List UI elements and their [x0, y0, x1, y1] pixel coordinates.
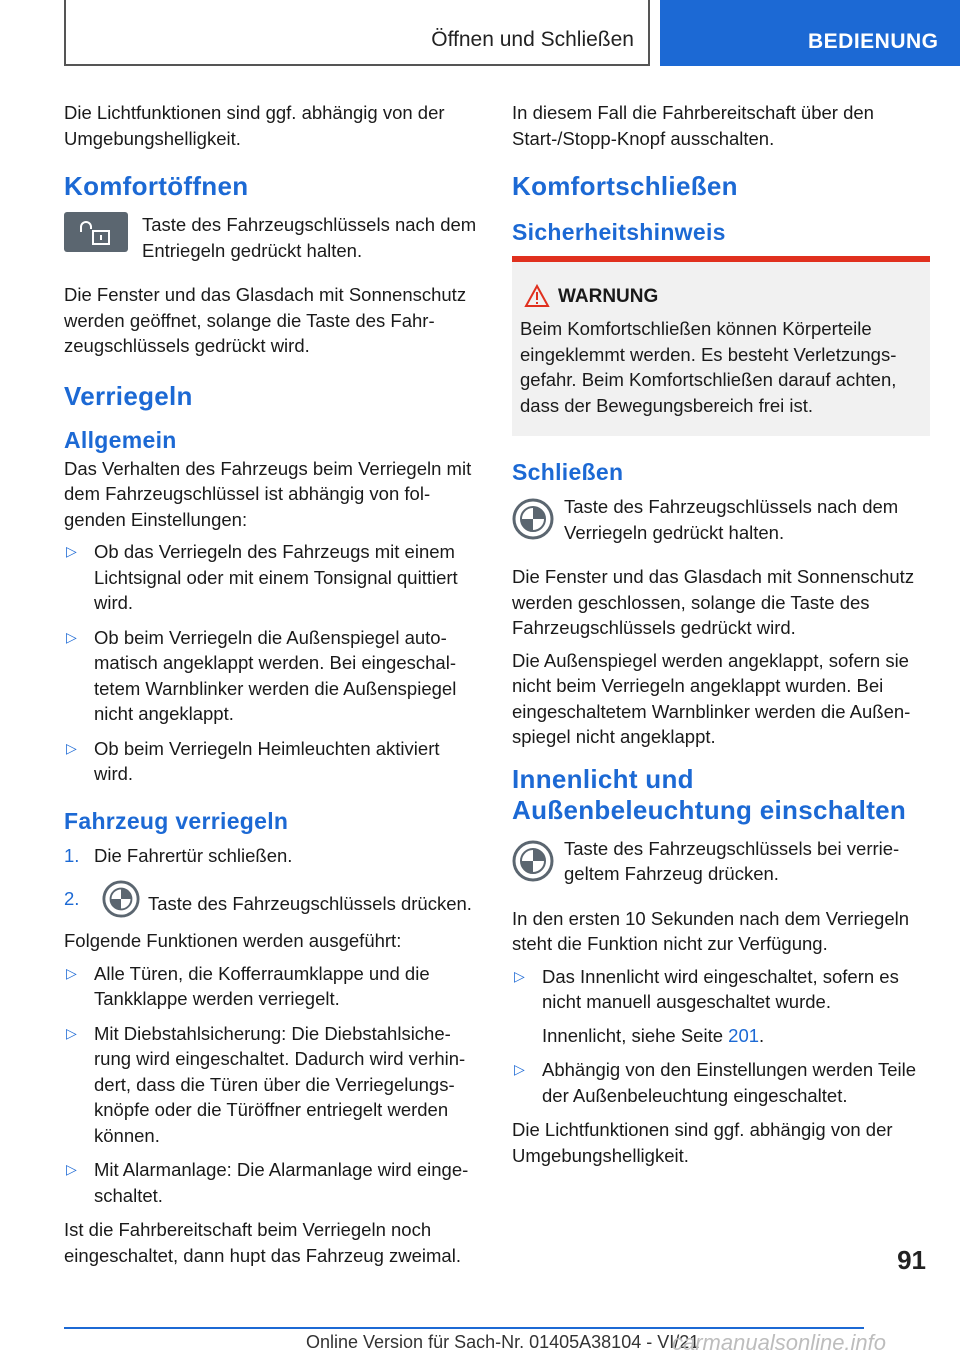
heading-fahrzeug-verriegeln: Fahrzeug verriegeln [64, 807, 289, 834]
bullet-triangle-icon: ▷ [66, 1161, 77, 1177]
heading-komfortschliessen: Komfortschließen [512, 171, 738, 201]
header-section-title: Öffnen und Schließen [431, 28, 634, 51]
footer-divider [64, 1327, 864, 1329]
list-item: ▷ Das Innenlicht wird eingeschaltet, sofern es nicht manuell ausgeschaltet wurde. Innenlicht, siehe Seite 201. [512, 964, 930, 1049]
warning-title: WARNUNG [520, 284, 920, 310]
header-chapter-title: BEDIENUNG [808, 30, 939, 53]
warning-triangle-icon [524, 284, 550, 308]
unlock-key-icon [64, 212, 128, 252]
schliessen-icon-row [512, 494, 930, 552]
steps-list [64, 843, 480, 925]
komfort-icon-row [64, 212, 480, 270]
list-item: ▷ Ob beim Verriegeln die Außenspiegel automatisch angeklappt werden. Bei eingeschaltetem Warnblinker werden die Außenspiegel nicht angeklappt. [66, 626, 457, 724]
heading-komfortoeffnen: Komfortöffnen [64, 171, 249, 201]
bullet-triangle-icon: ▷ [514, 967, 525, 984]
list-item: ▷ Mit Diebstahlsicherung: Die Diebstahlsicherung wird eingeschaltet. Dadurch wird verhindert, dass die Türen über die Verriegelungsknöpfe oder die Türöffner entriegelt werden können. [66, 1022, 466, 1146]
schliessen-icon-text: Taste des Fahrzeugschlüssels nach dem Verriegeln gedrückt halten. [564, 496, 899, 543]
list-item: ▷ Ob beim Verriegeln Heimleuchten aktiviert wird. [66, 737, 440, 784]
allgemein-list [64, 539, 480, 787]
right-column [512, 100, 930, 1175]
footer-text: Online Version für Sach-Nr. 01405A38104 - VI/21 [306, 1332, 700, 1352]
left-intro: Die Lichtfunktionen sind ggf. abhängig von der Umgebungshelligkeit. [64, 102, 445, 149]
bullet-triangle-icon: ▷ [66, 1024, 77, 1041]
schliessen-body-1: Die Fenster und das Glasdach mit Sonnenschutz werden geschlossen, solange die Taste des Fahrzeugschlüssels gedrückt wird. [512, 566, 915, 638]
bullet-triangle-icon: ▷ [514, 1061, 525, 1077]
heading-schliessen: Schließen [512, 459, 624, 485]
step-item: 1. Die Fahrertür schließen. [64, 844, 293, 866]
step-item: 2. Taste des Fahrzeugschlüssels drücken. [64, 886, 480, 924]
innenlicht-list [512, 964, 930, 1109]
heading-verriegeln: Verriegeln [64, 380, 193, 411]
innenlicht-body: In den ersten 10 Sekunden nach dem Verriegeln steht die Funktion nicht zur Verfügung. [512, 907, 910, 954]
warning-box [512, 256, 930, 436]
left-closing: Ist die Fahrbereitschaft beim Verriegeln noch eingeschaltet, dann hupt das Fahrzeug zweimal. [64, 1219, 461, 1266]
heading-innenlicht: Innenlicht und Außenbeleuchtung einschalten [512, 763, 907, 825]
left-column [64, 100, 480, 1275]
functions-intro: Folgende Funktionen werden ausgeführt: [64, 930, 402, 951]
warning-body: Beim Komfortschließen können Körperteile eingeklemmt werden. Es besteht Verletzungsgefahr. Beim Komfortschließen darauf achten, dass der Bewegungsbereich frei ist. [520, 318, 897, 416]
bmw-key-icon [512, 840, 554, 882]
functions-list [64, 961, 480, 1209]
page-number: 91 [897, 1245, 926, 1275]
bullet-triangle-icon: ▷ [66, 964, 77, 981]
watermark: carmanualsonline.info [672, 1330, 887, 1355]
innenlicht-icon-row [512, 836, 930, 894]
right-closing: Die Lichtfunktionen sind ggf. abhängig von der Umgebungshelligkeit. [512, 1119, 893, 1166]
allgemein-body: Das Verhalten des Fahrzeugs beim Verriegeln mit dem Fahrzeugschlüssel ist abhängig von folgenden Einstellungen: [64, 457, 472, 530]
schliessen-body-2: Die Außenspiegel werden angeklappt, sofern sie nicht beim Verriegeln angeklappt wurden. Bei eingeschaltetem Warnblinker werden die Außenspiegel nicht angeklappt. [512, 649, 911, 747]
right-intro: In diesem Fall die Fahrbereitschaft über den Start-/Stopp-Knopf ausschalten. [512, 102, 874, 149]
bullet-triangle-icon: ▷ [66, 739, 77, 756]
heading-allgemein: Allgemein [64, 426, 177, 453]
header-chapter-box [660, 0, 960, 66]
list-item: ▷ Alle Türen, die Kofferraumklappe und die Tankklappe werden verriegelt. [66, 962, 430, 1009]
bullet-triangle-icon: ▷ [66, 628, 77, 645]
page-link[interactable]: 201 [728, 1024, 760, 1046]
bullet-triangle-icon: ▷ [66, 543, 77, 559]
komfort-icon-text: Taste des Fahrzeugschlüssels nach dem Entriegeln gedrückt halten. [142, 214, 477, 261]
cross-reference: Innenlicht, siehe Seite 201. [542, 1024, 765, 1046]
header-section-box [64, 0, 650, 66]
bmw-key-icon [102, 880, 140, 918]
komfort-body: Die Fenster und das Glasdach mit Sonnenschutz werden geöffnet, solange die Taste des Fahrzeugschlüssels gedrückt wird. [64, 284, 467, 356]
list-item: ▷ Mit Alarmanlage: Die Alarmanlage wird eingeschaltet. [66, 1159, 469, 1206]
heading-sicherheitshinweis: Sicherheitshinweis [512, 219, 726, 245]
list-item: ▷ Abhängig von den Einstellungen werden Teile der Außenbeleuchtung eingeschaltet. [514, 1059, 917, 1106]
innenlicht-icon-text: Taste des Fahrzeugschlüssels bei verriegeltem Fahrzeug drücken. [564, 837, 900, 884]
list-item: ▷ Ob das Verriegeln des Fahrzeugs mit einem Lichtsignal oder mit einem Tonsignal quittiert wird. [66, 541, 458, 613]
bmw-key-icon [512, 498, 554, 540]
